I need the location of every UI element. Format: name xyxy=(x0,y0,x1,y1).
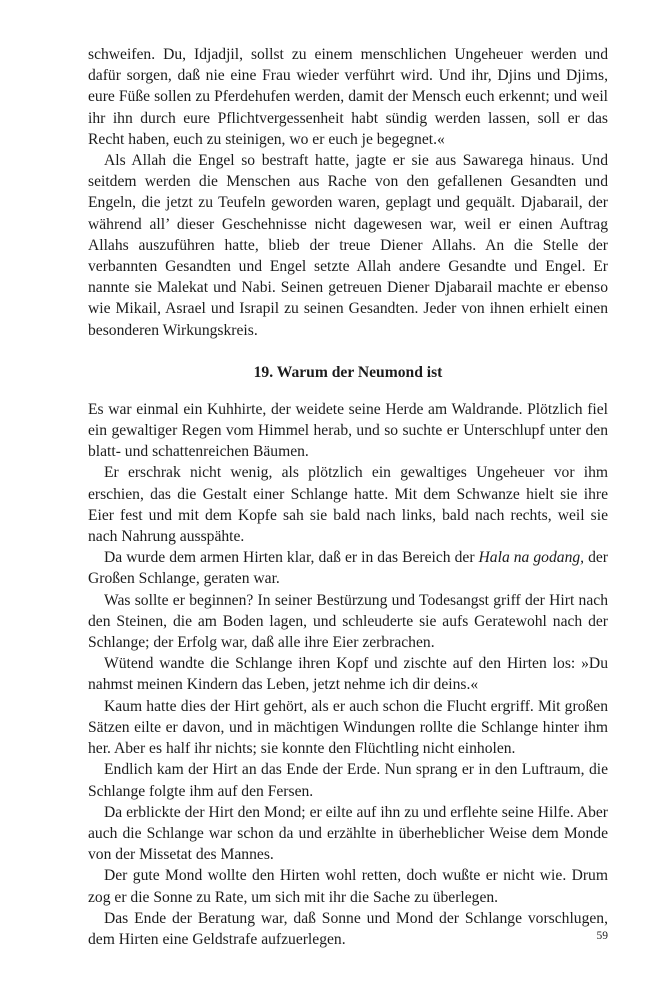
paragraph: schweifen. Du, Idjadjil, sollst zu einem menschlichen Ungeheuer werden und dafür sorgen, daß nie eine Frau wieder verführt wird. Und ihr, Djins und Djims, eure Füße sollen zu Pferdehufen werden, damit der Mensch euch erkennt; und weil ihr ihn durch eure Pflichtvergessenheit habt sündig werden lassen, soll er das Recht haben, euch zu steinigen, wo er euch je begegnet.« xyxy=(88,46,608,148)
paragraph: Endlich kam der Hirt an das Ende der Erde. Nun sprang er in den Luftraum, die Schlange folgte ihm auf den Fersen. xyxy=(88,761,608,800)
section-title: 19. Warum der Neumond ist xyxy=(253,363,443,381)
paragraph: Kaum hatte dies der Hirt gehört, als er auch schon die Flucht ergriff. Mit großen Sätzen eilte er davon, und in mächtigen Windungen rollte die Schlange hinter ihm her. Aber es half ihr nichts; sie konnte den Flüchtling nicht einholen. xyxy=(88,697,608,758)
paragraph: Er erschrak nicht wenig, als plötzlich ein gewaltiges Ungeheuer vor ihm erschien, das die Gestalt einer Schlange hatte. Mit dem Schwanze hielt sie ihre Eier fest und mit dem Kopfe sah sie bald nach links, bald nach rechts, weil sie nach Nahrung ausspähte. xyxy=(88,464,608,546)
paragraph: Das Ende der Beratung war, daß Sonne und Mond der Schlange vorschlugen, dem Hirten eine Geldstrafe aufzuerlegen. xyxy=(88,909,608,948)
paragraph: Es war einmal ein Kuhhirte, der weidete seine Herde am Waldrande. Plötzlich fiel ein gewaltiger Regen vom Himmel herab, und so suchte er Unterschlupf unter den blatt- und schattenreichen Bäumen. xyxy=(88,400,608,461)
page-body xyxy=(88,44,608,950)
paragraph: Als Allah die Engel so bestraft hatte, jagte er sie aus Sawarega hinaus. Und seitdem werden die Menschen aus Rache von den gefallenen Gesandten und Engeln, die jetzt zu Teufeln geworden waren, geplagt und gequält. Djabarail, der während all’ dieser Geschehnisse nicht dagewesen war, weil er einen Auftrag Allahs auszuführen hatte, blieb der treue Diener Allahs. An die Stelle der verbannten Gesandten und Engel setzte Allah andere Gesandte und Engel. Er nannte sie Malekat und Nabi. Seinen getreuen Diener Djabarail machte er ebenso wie Mikail, Asrael und Israpil zu seinen Gesandten. Jeder von ihnen erhielt einen besonderen Wirkungskreis. xyxy=(88,152,608,339)
paragraph xyxy=(88,547,608,589)
paragraph-text: der Großen Schlange, geraten war. xyxy=(88,549,608,588)
page-number: 59 xyxy=(596,930,608,942)
paragraph-text: Da wurde dem armen Hirten klar, daß er in das Bereich der xyxy=(104,549,479,567)
italic-term: Hala na godang, xyxy=(478,549,585,567)
paragraph: Wütend wandte die Schlange ihren Kopf und zischte auf den Hirten los: »Du nahmst meinen Kindern das Leben, jetzt nehme ich dir deins.« xyxy=(88,655,608,694)
paragraph: Da erblickte der Hirt den Mond; er eilte auf ihn zu und erflehte seine Hilfe. Aber auch die Schlange war schon da und erzählte in überheblicher Weise dem Monde von der Missetat des Mannes. xyxy=(88,803,608,864)
paragraph: Was sollte er beginnen? In seiner Bestürzung und Todesangst griff der Hirt nach den Steinen, die am Boden lagen, und schleuderte sie aufs Geratewohl nach der Schlange; der Erfolg war, daß alle ihre Eier zerbrachen. xyxy=(88,591,608,652)
paragraph: Der gute Mond wollte den Hirten wohl retten, doch wußte er nicht wie. Drum zog er die Sonne zu Rate, um sich mit ihr die Sache zu überlegen. xyxy=(88,867,608,906)
